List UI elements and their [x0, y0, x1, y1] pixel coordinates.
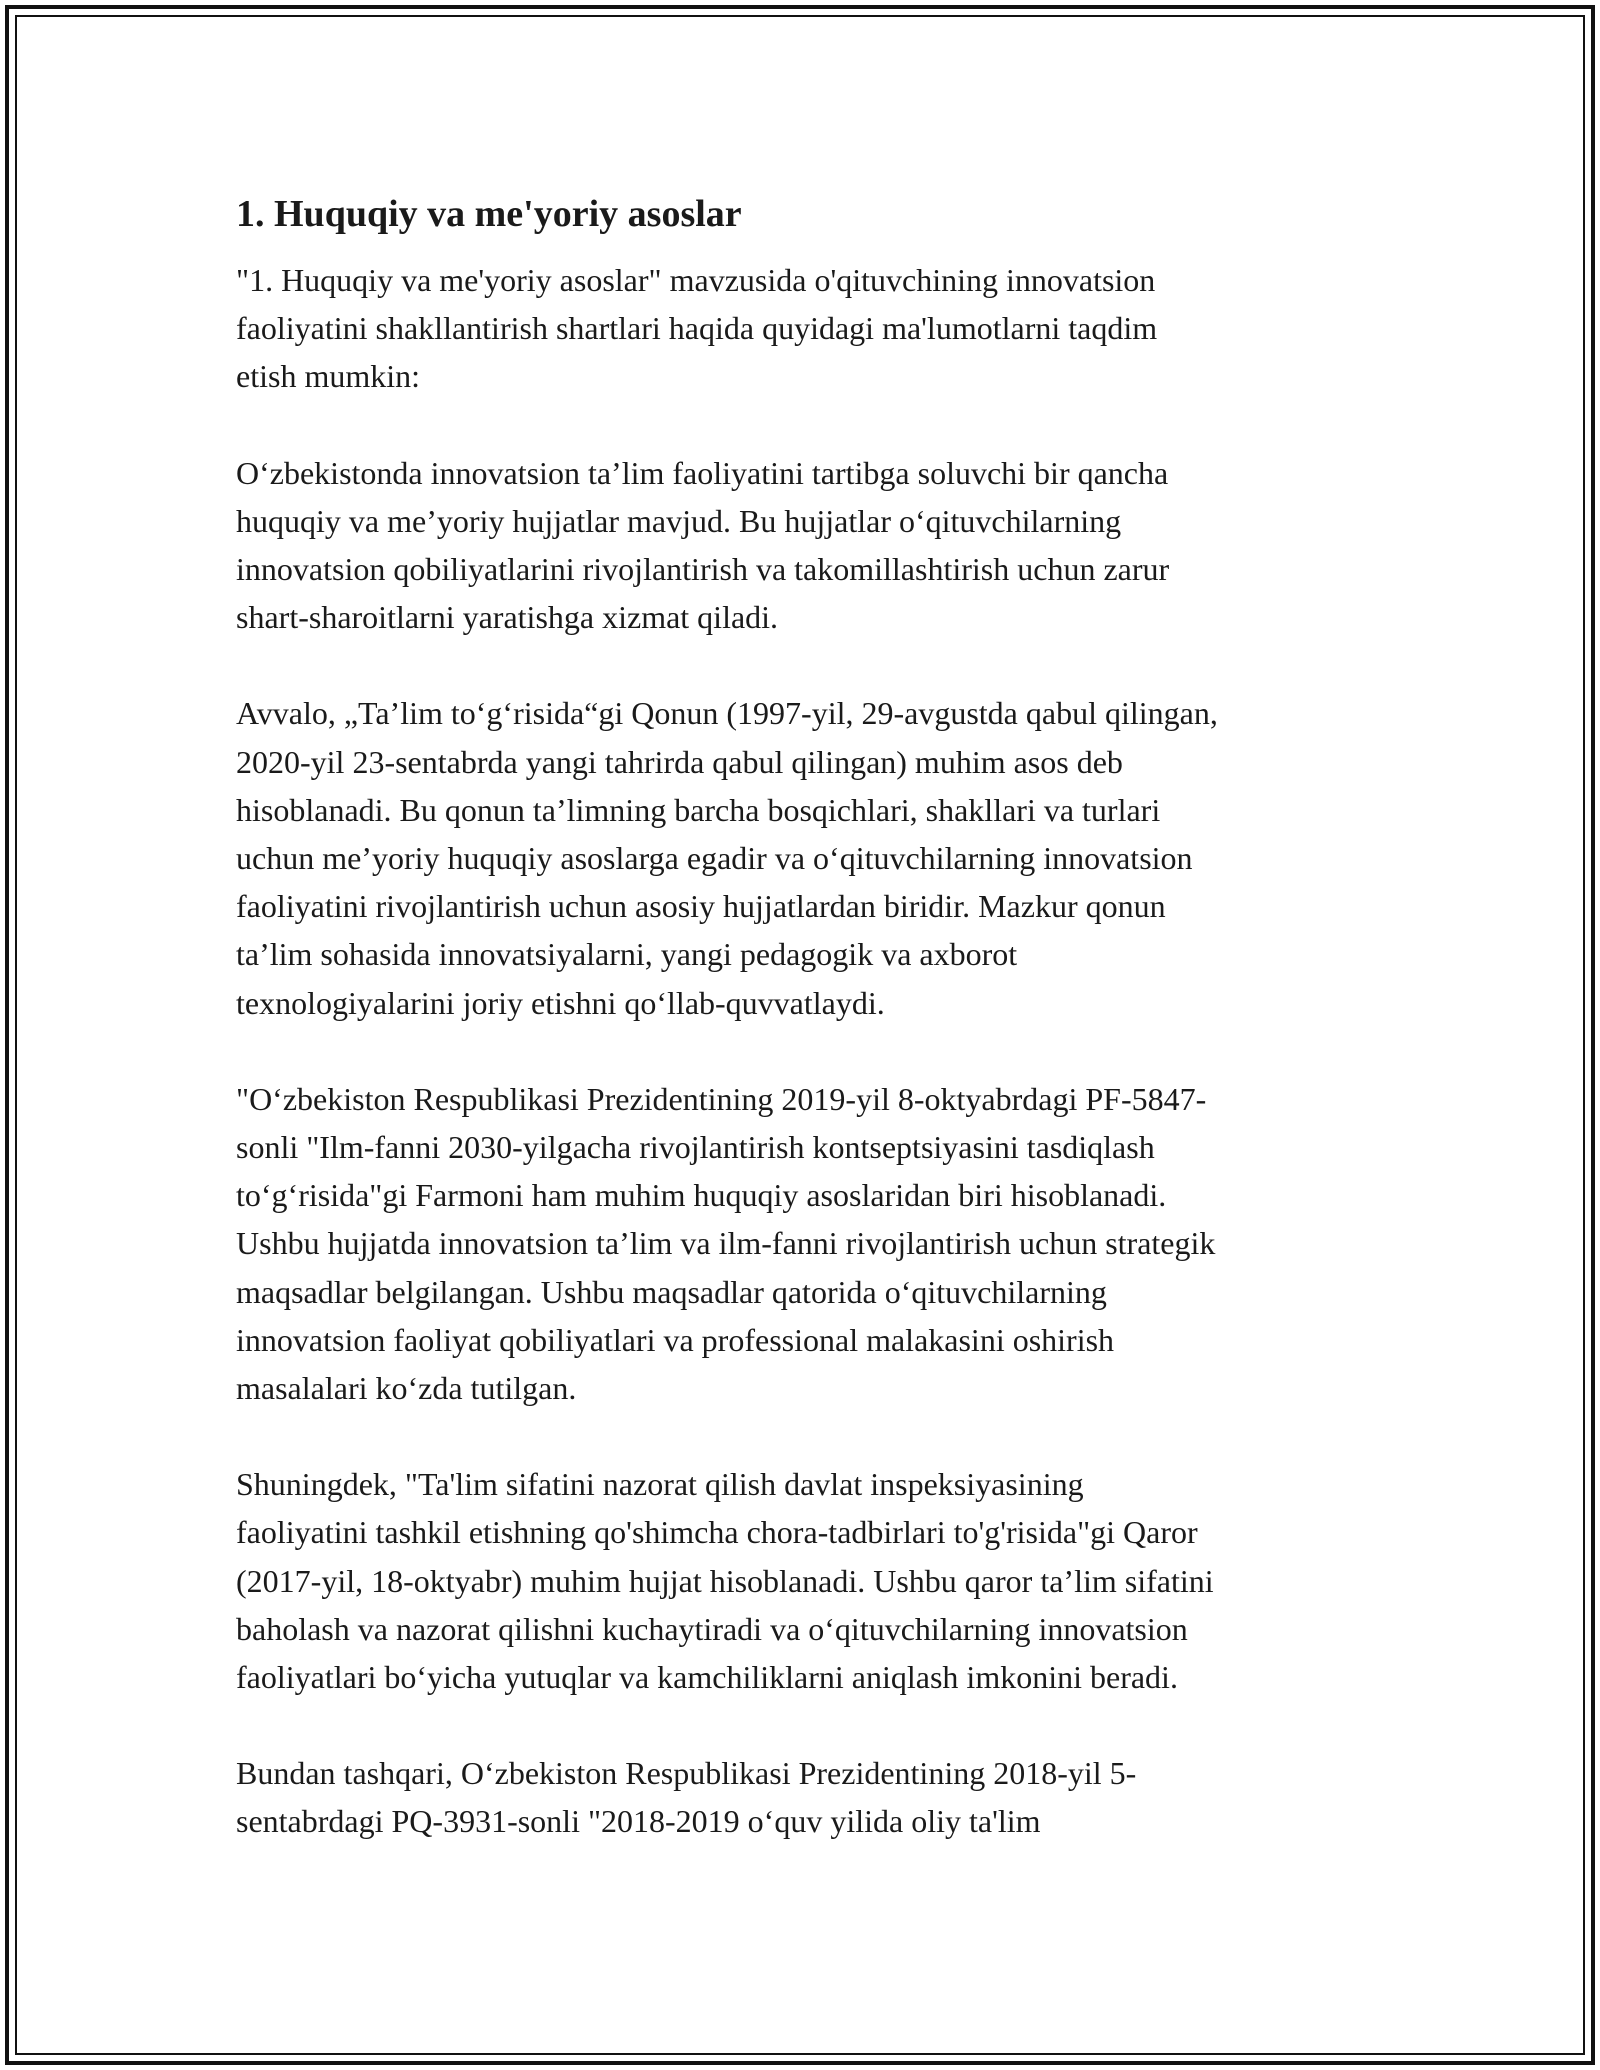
paragraph-presidential-decree: "O‘zbekiston Respublikasi Prezidentining 2019-yil 8-oktyabrdagi PF-5847- sonli "Ilm-fanni 2030-yilgacha rivojlantirish kontseptsiyasini tasdiqlash to‘g‘risida"gi Farmoni ham muhim huquqiy asoslaridan biri hisoblanadi. Ushbu hujjatda innovatsion ta’lim va ilm-fanni rivojlantirish uchun strategik maqsadlar belgilangan. Ushbu maqsadlar qatorida o‘qituvchilarning innovatsion faoliyat qobiliyatlari va professional malakasini oshirish masalalari ko‘zda tutilgan. [236, 1080, 1216, 1407]
paragraph-quality-inspection: Shuningdek, "Ta'lim sifatini nazorat qilish davlat inspeksiyasining faoliyatini tashkil etishning qo'shimcha chora-tadbirlari to'g'risida"gi Qaror (2017-yil, 18-oktyabr) muhim hujjat hisoblanadi. Ushbu qaror ta’lim sifatini baholash va nazorat qilishni kuchaytiradi va o‘qituvchilarning innovatsion faoliyatlari bo‘yicha yutuqlar va kamchiliklarni aniqlash imkonini beradi. [236, 1466, 1214, 1696]
paragraph-legal-documents: O‘zbekistonda innovatsion ta’lim faoliyatini tartibga soluvchi bir qancha huquqiy va me’yoriy hujjatlar mavjud. Bu hujjatlar o‘qituvchilarning innovatsion qobiliyatlarini rivojlantirish va takomillashtirish uchun zarur shart-sharoitlarni yaratishga xizmat qiladi. [236, 454, 1170, 636]
paragraph-intro: "1. Huquqiy va me'yoriy asoslar" mavzusida o'qituvchining innovatsion faoliyatini shakllantirish shartlari haqida quyidagi ma'lumotlarni taqdim etish mumkin: [236, 262, 1158, 395]
paragraph-additional-resolution: Bundan tashqari, O‘zbekiston Respublikasi Prezidentining 2018-yil 5- sentabrdagi PQ-3931-sonli "2018-2019 o‘quv yilida oliy ta'lim [236, 1755, 1137, 1840]
paragraph-education-law: Avvalo, „Ta’lim to‘g‘risida“gi Qonun (1997-yil, 29-avgustda qabul qilingan, 2020-yil 23-sentabrda yangi tahrirda qabul qilingan) muhim asos deb hisoblanadi. Bu qonun ta’limning barcha bosqichlari, shakllari va turlari uchun me’yoriy huquqiy asoslarga egadir va o‘qituvchilarning innovatsion faoliyatini rivojlantirish uchun asosiy hujjatlardan biridir. Mazkur qonun ta’lim sohasida innovatsiyalarni, yangi pedagogik va axborot texnologiyalarini joriy etishni qo‘llab-quvvatlaydi. [236, 695, 1218, 1021]
section-heading: 1. Huquqiy va me'yoriy asoslar [236, 193, 742, 235]
document-body [236, 186, 1366, 1894]
